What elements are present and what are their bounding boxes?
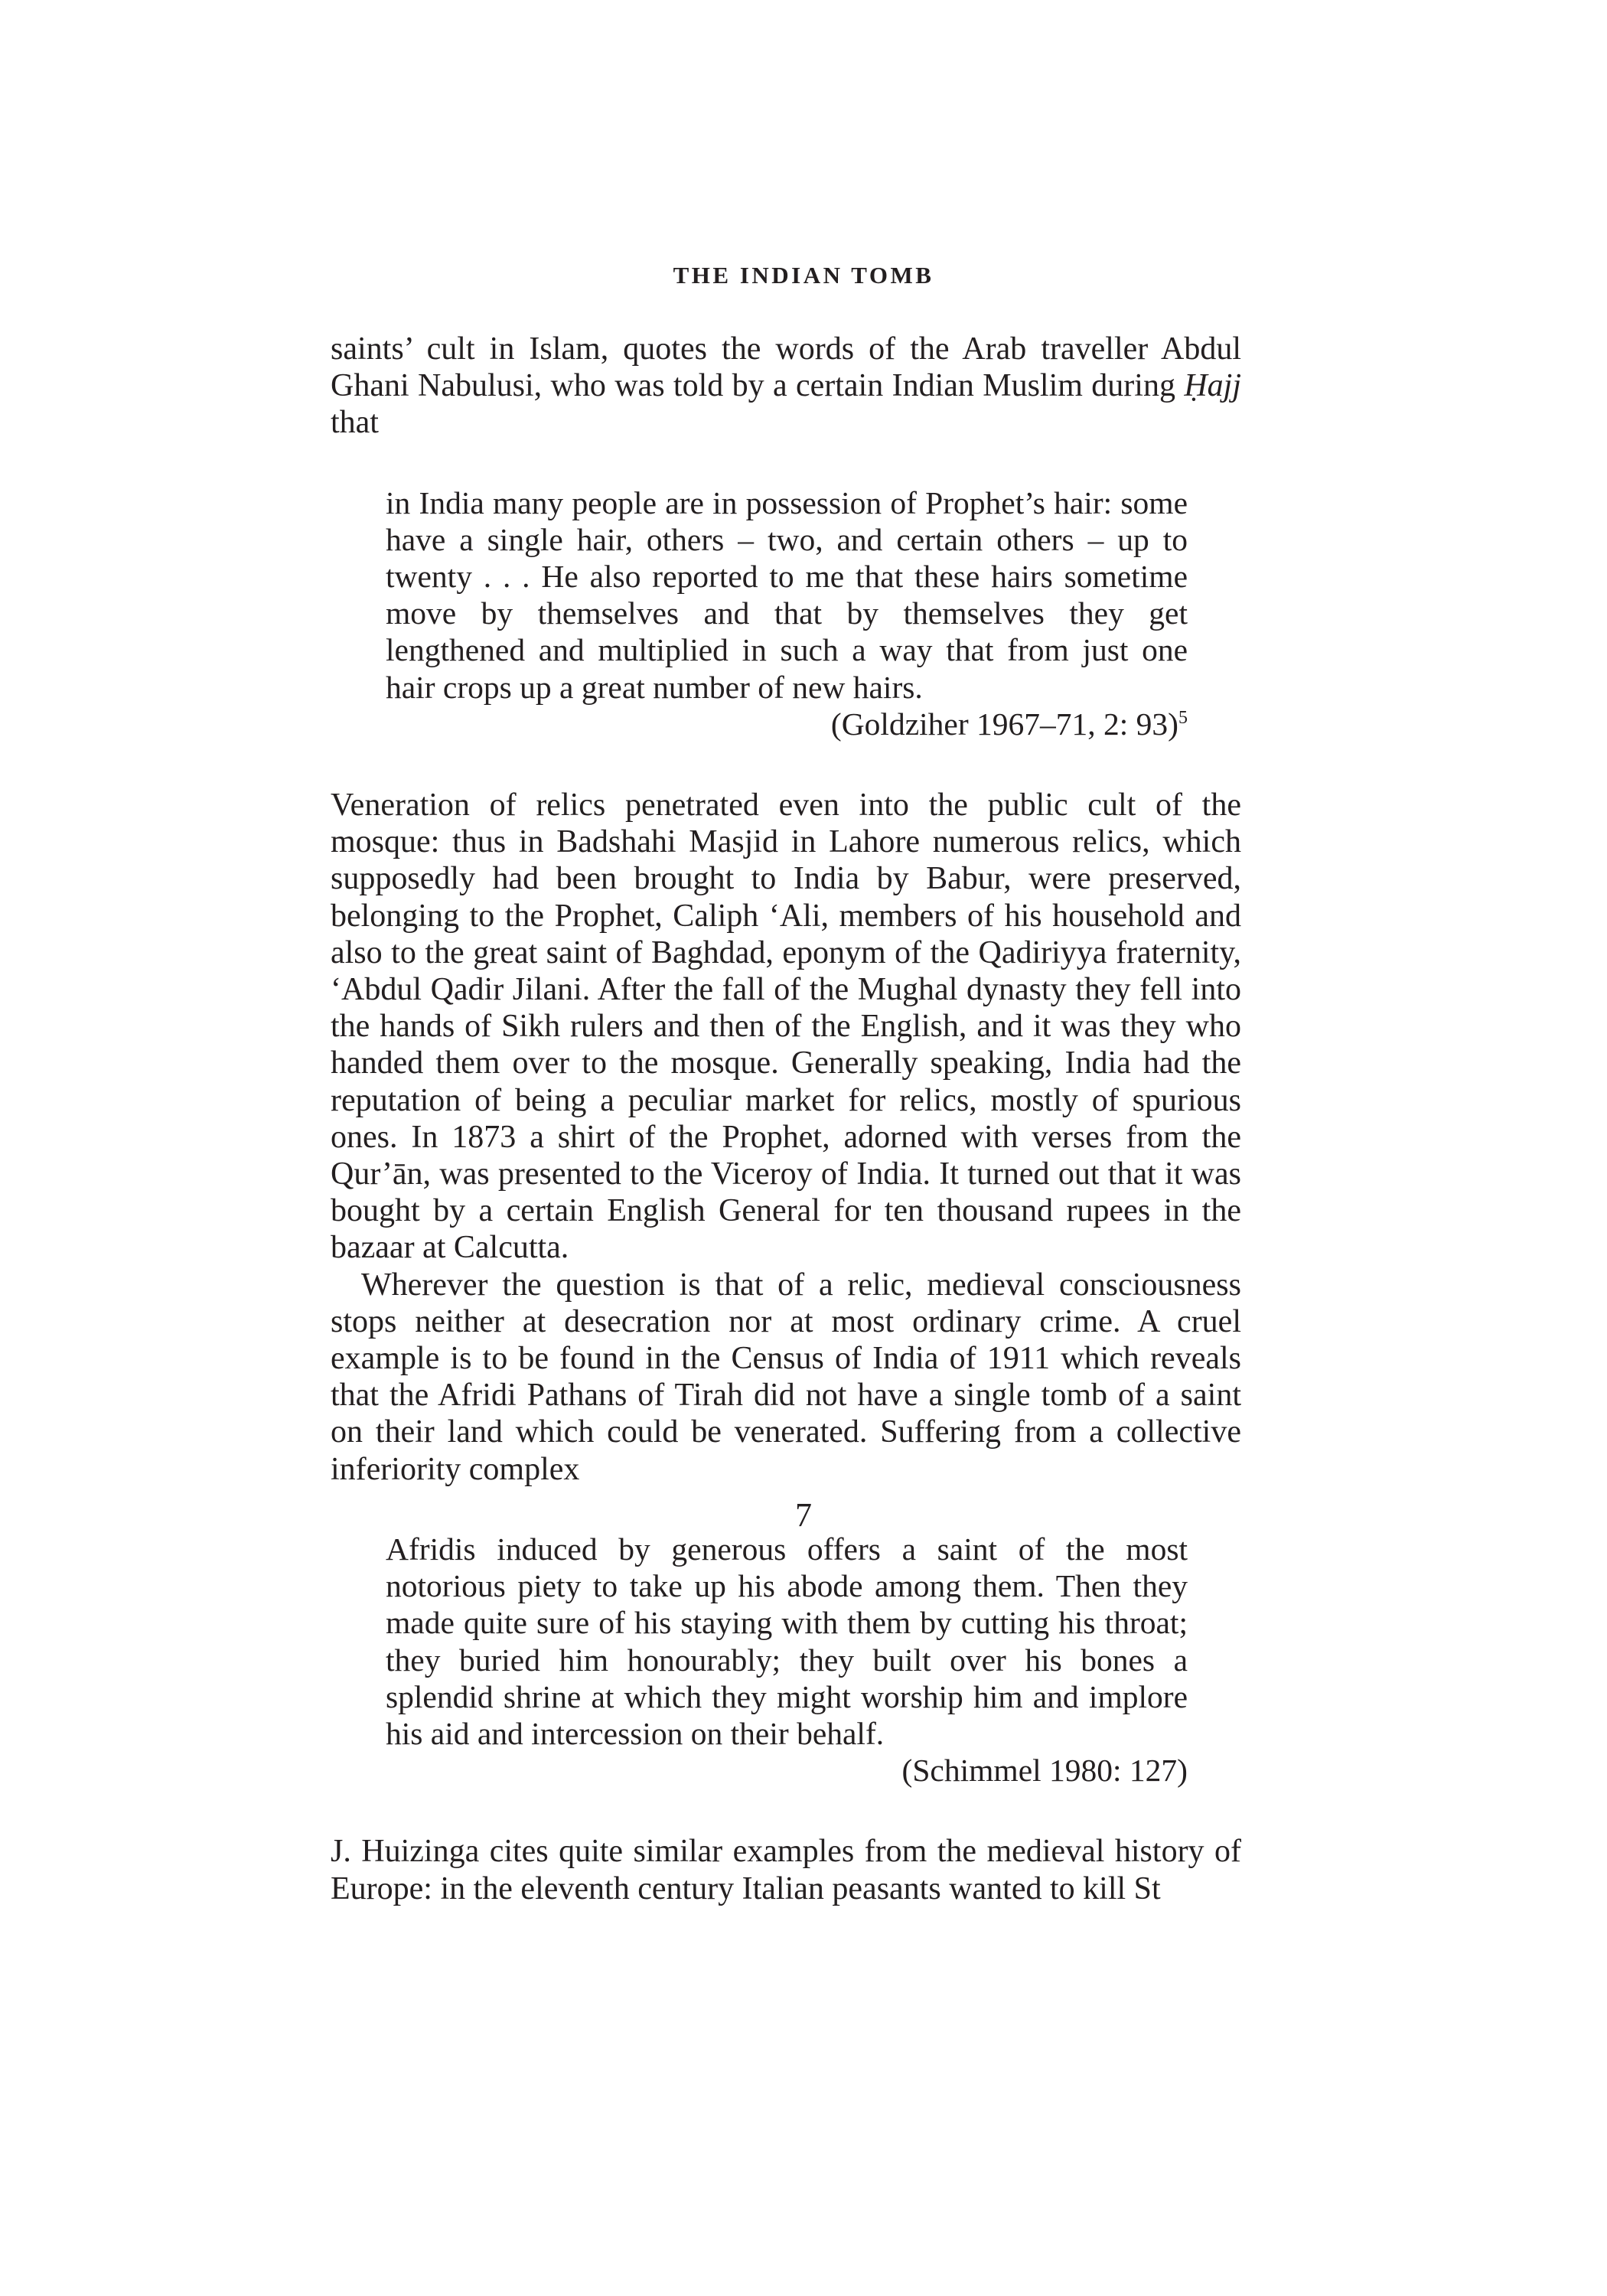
quote-1-text: in India many people are in possession of Prophet’s hair: some have a single hair, others – two, and certain others – up to twenty . . . He also reported to me that these hairs sometime move by themselves and that by themselves they get lengthened and multiplied in such a way that from just one hair crops up a great number of new hairs. bbox=[386, 484, 1188, 705]
quote-2-citation: (Schimmel 1980: 127) bbox=[901, 1753, 1188, 1789]
paragraph-2: Veneration of relics penetrated even into the public cult of the mosque: thus in Badshahi Masjid in Lahore numerous relics, which supposedly had been brought to India by Babur, were preserved, belonging to the Prophet, Caliph ‘Ali, members of his household and also to the great saint of Baghdad, eponym of the Qadiriyya fraternity, ‘Abdul Qadir Jilani. After the fall of the Mughal dynasty they fell into the hands of Sikh rulers and then of the English, and it was they who handed them over to the mosque. Generally speaking, India had the reputation of being a peculiar market for relics, mostly of spurious ones. In 1873 a shirt of the Prophet, adorned with verses from the Qur’ān, was presented to the Viceroy of India. It turned out that it was bought by a certain English General for ten thousand rupees in the bazaar at Calcutta. bbox=[331, 788, 1241, 1266]
quote-1-citation bbox=[386, 706, 1188, 742]
paragraph-3: Wherever the question is that of a relic, medieval consciousness stops neither at desecration nor at most ordinary crime. A cruel example is to be found in the Census of India of 1911 which reveals that the Afridi Pathans of Tirah did not have a single tomb of a saint on their land which could be venerated. Suffering from a collective inferiority complex bbox=[331, 1267, 1241, 1487]
paragraph-1 bbox=[331, 331, 1241, 442]
citation-goldziher: (Goldziher 1967–71, 2: 93) bbox=[830, 706, 1178, 742]
paragraph-1-tail: that bbox=[331, 405, 379, 441]
body-text bbox=[331, 331, 1241, 1907]
hajj-term: Ḥajj bbox=[1184, 368, 1241, 404]
block-quote-schimmel bbox=[386, 1531, 1188, 1789]
running-head: THE INDIAN TOMB bbox=[673, 262, 934, 289]
quote-2-text: Afridis induced by generous offers a saint of the most notorious piety to take up his abode among them. Then they made quite sure of his staying with them by cutting his throat; they buried him honourably; they built over his bones a splendid shrine at which they might worship him and implore his aid and intercession on their behalf. bbox=[386, 1531, 1188, 1751]
page-number: 7 bbox=[795, 1496, 812, 1534]
paragraph-1-lead: saints’ cult in Islam, quotes the words of the Arab traveller Abdul Ghani Nabulusi, who was told by a certain Indian Muslim during bbox=[331, 331, 1241, 404]
block-quote-goldziher bbox=[386, 484, 1188, 742]
paragraph-4: J. Huizinga cites quite similar examples from the medieval history of Europe: in the eleventh century Italian peasants wanted to kill St bbox=[331, 1834, 1241, 1906]
footnote-ref-5[interactable]: 5 bbox=[1178, 708, 1188, 728]
